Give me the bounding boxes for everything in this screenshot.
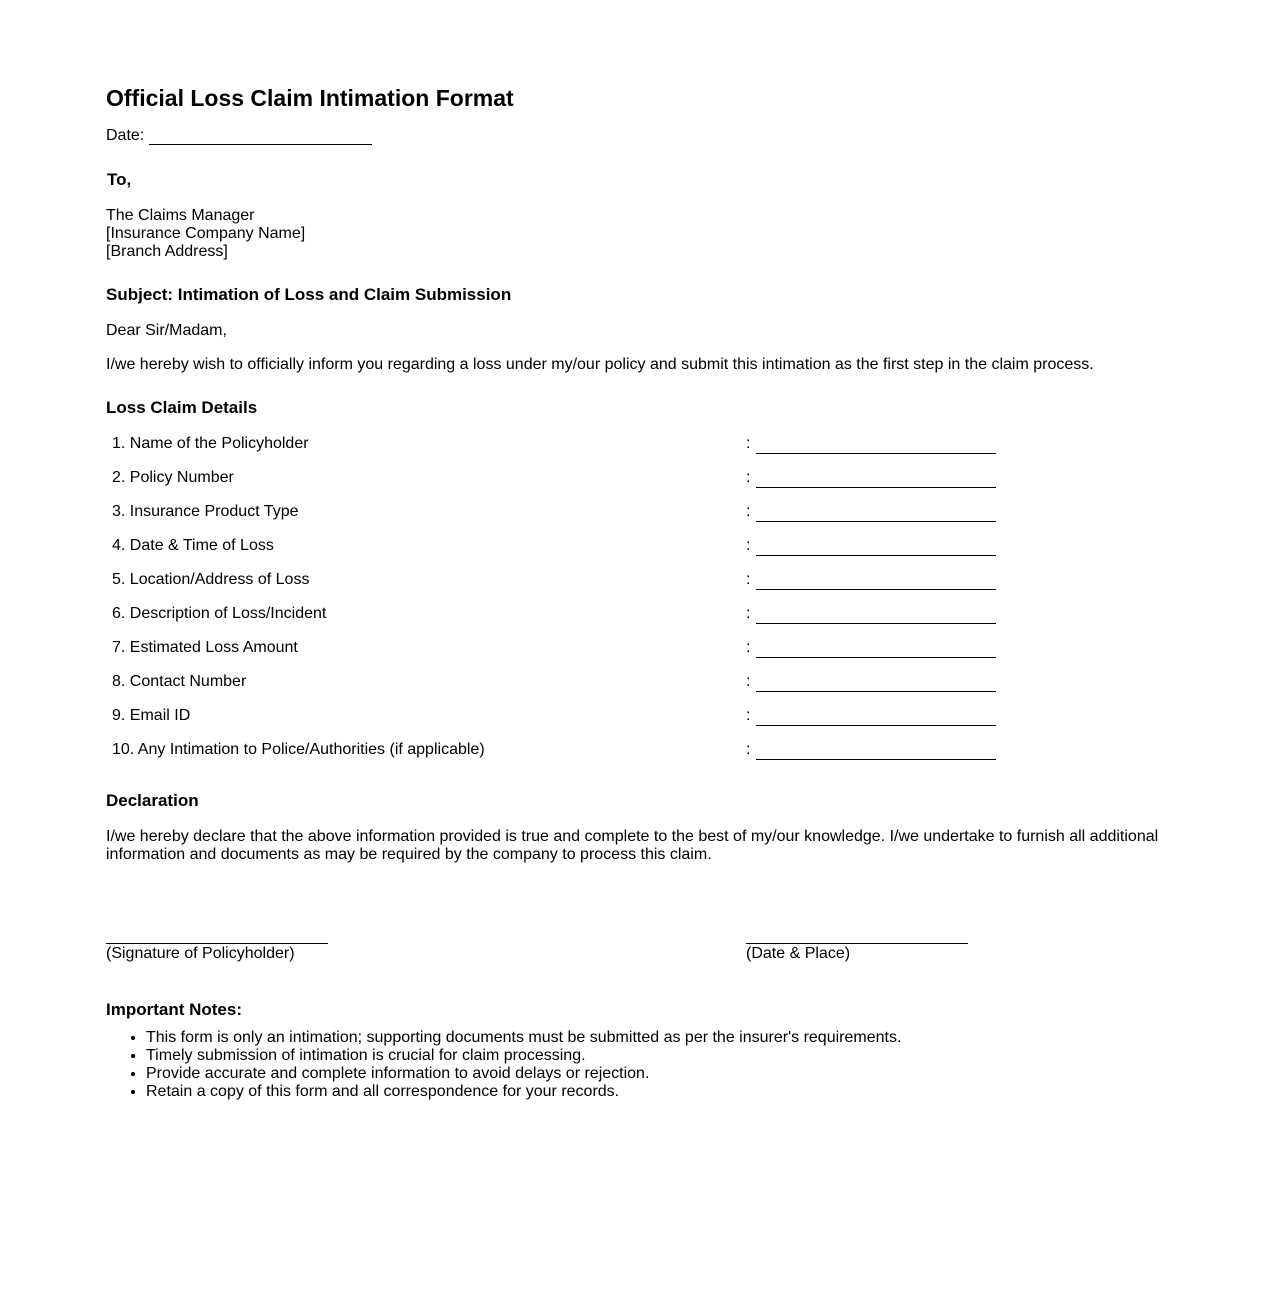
field-fill-line[interactable] — [756, 639, 996, 658]
date-place-block — [746, 943, 968, 963]
note-item: • Timely submission of intimation is crucial for claim processing. — [146, 1047, 901, 1065]
field-row-police-intimation — [112, 741, 1012, 763]
field-row-product-type — [112, 503, 1012, 525]
field-fill-line[interactable] — [756, 503, 996, 522]
field-label: 9. Email ID — [112, 707, 191, 724]
recipient-line: [Branch Address] — [106, 243, 228, 260]
field-fill-line[interactable] — [756, 673, 996, 692]
details-heading: Loss Claim Details — [106, 398, 258, 417]
notes-heading: Important Notes: — [106, 1000, 242, 1019]
recipient-line: [Insurance Company Name] — [106, 225, 306, 242]
field-label: 4. Date & Time of Loss — [112, 537, 274, 554]
field-label: 5. Location/Address of Loss — [112, 571, 310, 588]
document-title: Official Loss Claim Intimation Format — [106, 85, 514, 111]
note-item: • This form is only an intimation; supporting documents must be submitted as per the insurer's requirements. — [146, 1029, 901, 1047]
field-fill-line[interactable] — [756, 605, 996, 624]
field-fill-line[interactable] — [756, 537, 996, 556]
field-label: 2. Policy Number — [112, 469, 234, 486]
field-label: 3. Insurance Product Type — [112, 503, 299, 520]
note-item: • Provide accurate and complete information to avoid delays or rejection. — [146, 1065, 901, 1083]
declaration-text: I/we hereby declare that the above information provided is true and complete to the best of my/our knowledge. I/we undertake to furnish all additional information and documents as may be required by the company to process this claim. — [106, 828, 1159, 863]
field-row-location — [112, 571, 1012, 593]
recipient-heading: To, — [107, 170, 132, 189]
recipient-line: The Claims Manager — [106, 207, 255, 224]
field-label: 8. Contact Number — [112, 673, 247, 690]
note-item: • Retain a copy of this form and all correspondence for your records. — [146, 1083, 901, 1101]
recipient-address — [106, 207, 305, 261]
date-label: Date: — [106, 127, 145, 144]
date-place-line[interactable] — [746, 943, 968, 944]
field-colon: : — [746, 503, 751, 520]
field-colon: : — [746, 605, 751, 622]
field-fill-line[interactable] — [756, 741, 996, 760]
field-label: 1. Name of the Policyholder — [112, 435, 309, 452]
field-fill-line[interactable] — [756, 469, 996, 488]
field-colon: : — [746, 673, 751, 690]
field-label: 6. Description of Loss/Incident — [112, 605, 327, 622]
declaration-heading: Declaration — [106, 791, 199, 810]
field-fill-line[interactable] — [756, 435, 996, 454]
field-row-contact-number — [112, 673, 1012, 695]
date-place-caption: (Date & Place) — [746, 945, 851, 962]
field-colon: : — [746, 435, 751, 452]
field-colon: : — [746, 537, 751, 554]
field-row-policy-number — [112, 469, 1012, 491]
signature-block — [106, 943, 328, 963]
field-colon: : — [746, 571, 751, 588]
field-fill-line[interactable] — [756, 571, 996, 590]
field-colon: : — [746, 639, 751, 656]
date-fill-line[interactable] — [149, 127, 372, 145]
field-label: 7. Estimated Loss Amount — [112, 639, 298, 656]
field-label: 10. Any Intimation to Police/Authorities (if applicable) — [112, 741, 485, 758]
greeting: Dear Sir/Madam, — [106, 322, 227, 339]
field-fill-line[interactable] — [756, 707, 996, 726]
field-colon: : — [746, 707, 751, 724]
field-row-description — [112, 605, 1012, 627]
signature-caption: (Signature of Policyholder) — [106, 945, 295, 962]
notes-list — [106, 1029, 901, 1101]
date-row — [106, 127, 372, 145]
intro-paragraph: I/we hereby wish to officially inform you regarding a loss under my/our policy and submit this intimation as the first step in the claim process. — [106, 356, 1094, 373]
field-colon: : — [746, 741, 751, 758]
subject-line: Subject: Intimation of Loss and Claim Submission — [106, 285, 512, 304]
field-row-date-time — [112, 537, 1012, 559]
field-colon: : — [746, 469, 751, 486]
field-row-policyholder-name — [112, 435, 1012, 457]
field-row-email — [112, 707, 1012, 729]
signature-line[interactable] — [106, 943, 328, 944]
field-row-estimated-amount — [112, 639, 1012, 661]
